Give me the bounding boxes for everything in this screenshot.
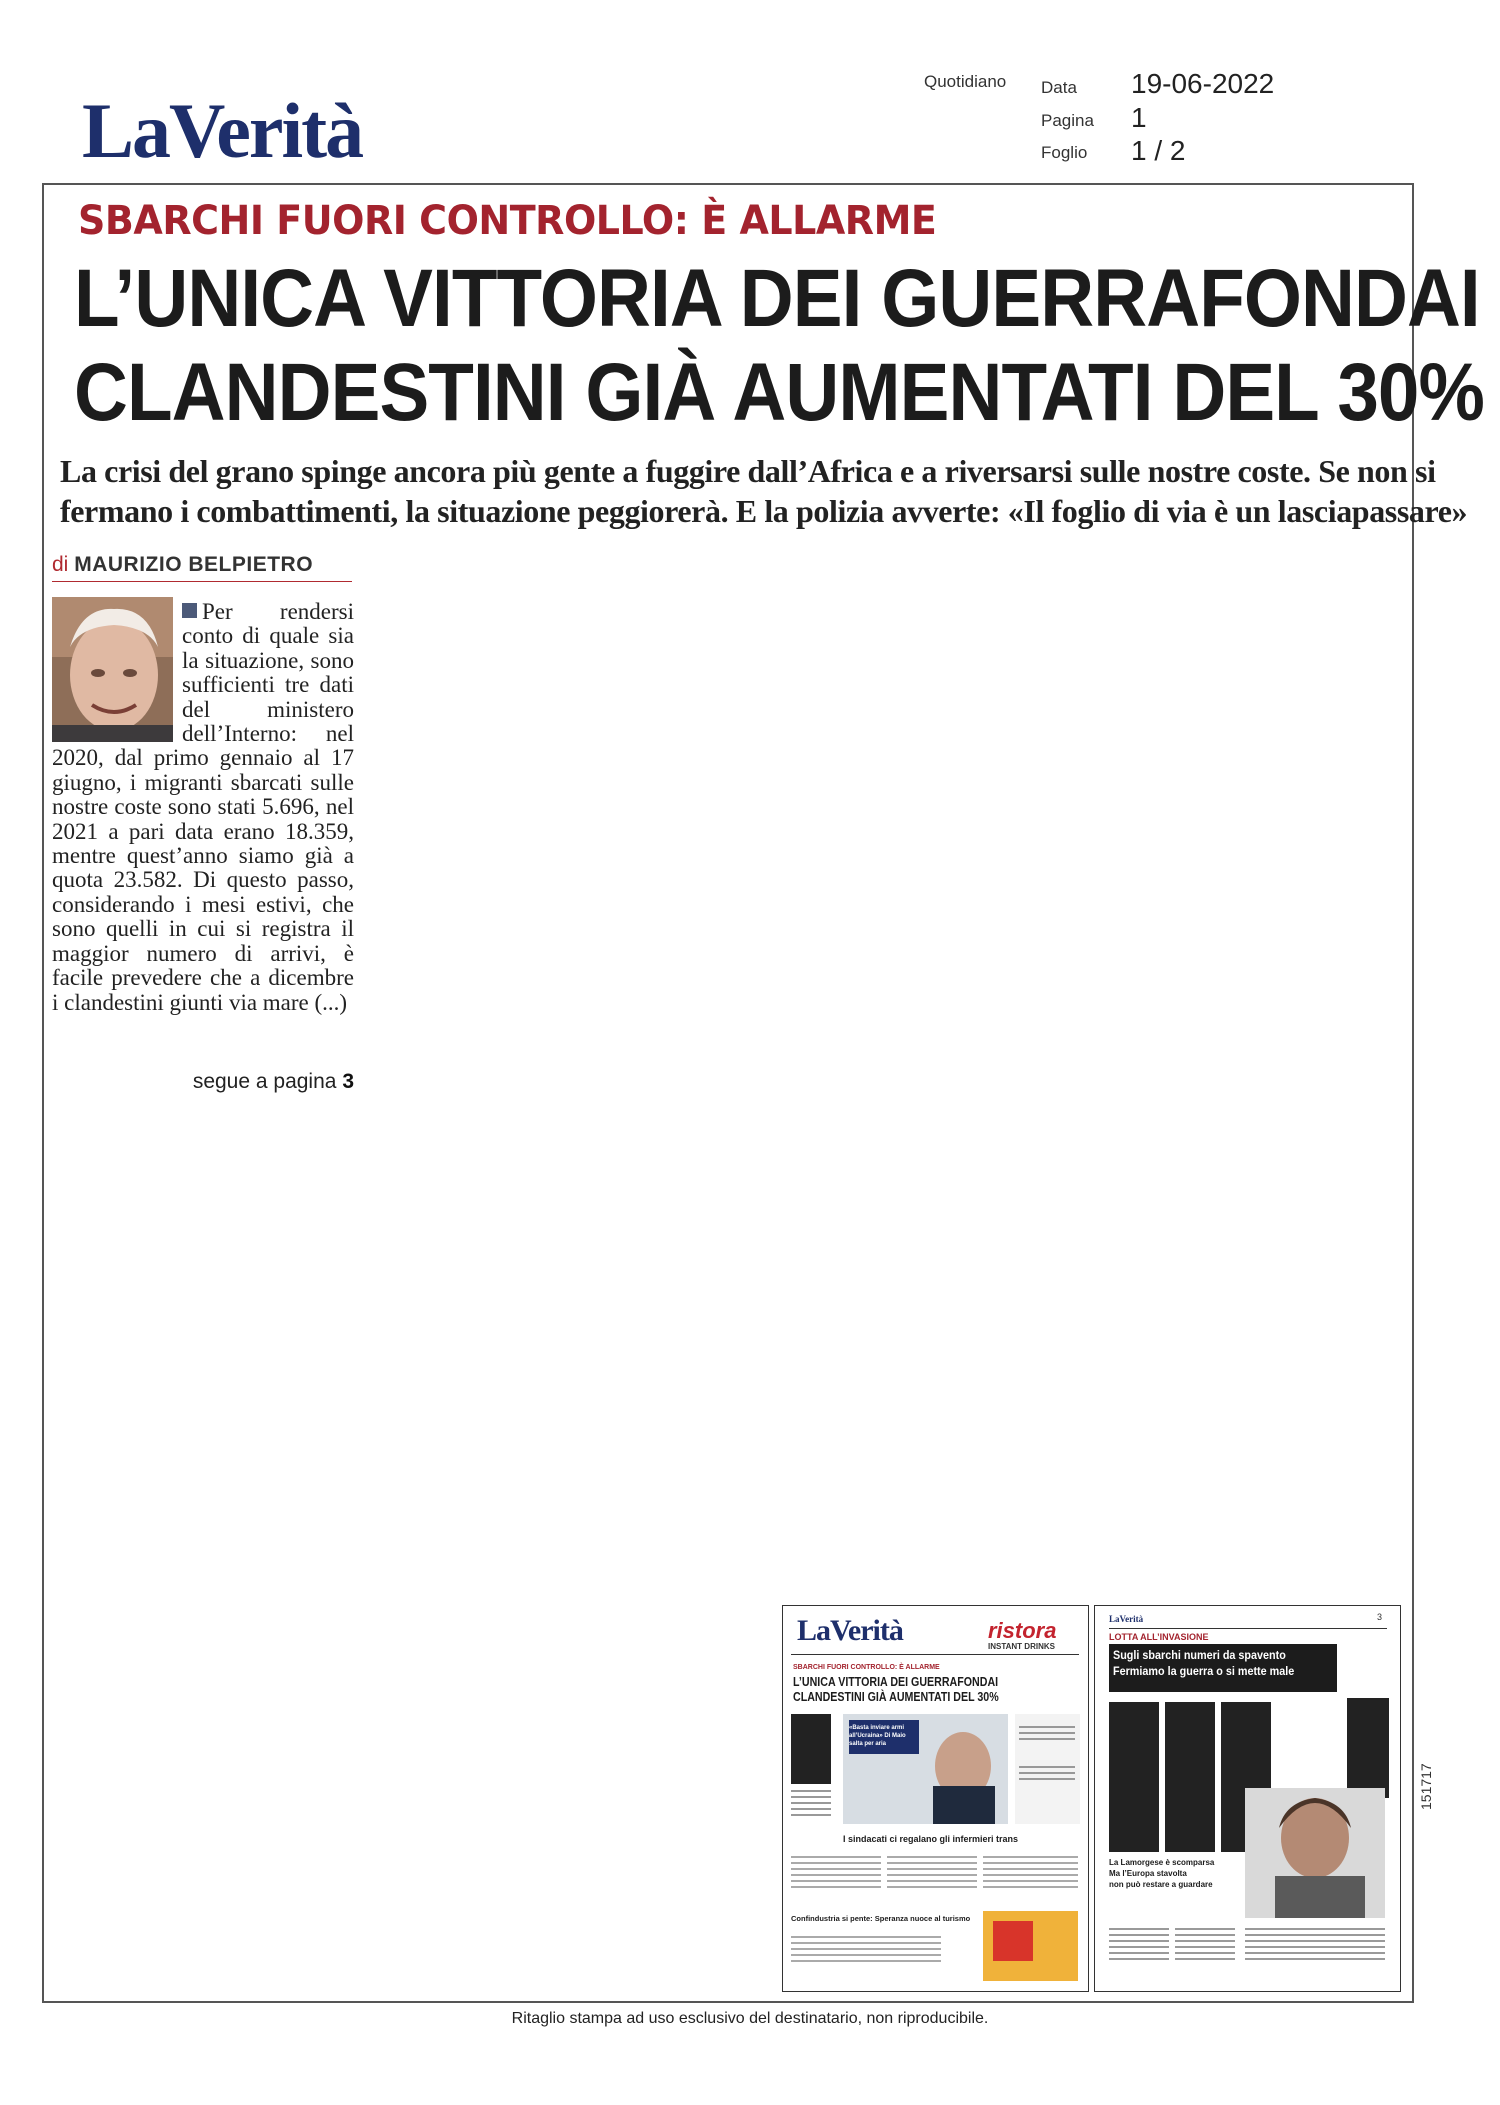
continued-on-page[interactable]	[52, 1070, 354, 1094]
thumb-p3-masthead: LaVerità	[1109, 1614, 1144, 1624]
thumb-p3-photo-headline-1: La Lamorgese è scomparsa	[1109, 1858, 1215, 1867]
thumb-p3-headline-2: Fermiamo la guerra o si mette male	[1113, 1664, 1295, 1678]
thumb-p3-headline-1: Sugli sbarchi numeri da spavento	[1113, 1648, 1286, 1662]
photo-spacer	[52, 600, 182, 744]
continued-prefix: segue a pagina	[192, 1070, 337, 1093]
footer-note: Ritaglio stampa ad uso esclusivo del destinatario, non riproducibile.	[511, 2010, 989, 2027]
sheet-label: Foglio	[1041, 143, 1088, 162]
byline-author: MAURIZIO BELPIETRO	[74, 553, 314, 576]
headline-line-2: CLANDESTINI GIÀ AUMENTATI DEL 30%	[74, 347, 1484, 438]
thumb-p3-page-number: 3	[1377, 1612, 1383, 1622]
subhead-line-1: La crisi del grano spinge ancora più gente a fuggire dall’Africa e a riversarsi sulle nostre coste. Se non si	[60, 453, 1436, 489]
thumb-front-photo-caption: «Basta inviare armi all’Ucraina» Di Maio salta per aria	[849, 1725, 906, 1747]
byline	[52, 553, 352, 582]
thumb-front-kicker: SBARCHI FUORI CONTROLLO: È ALLARME	[793, 1664, 940, 1671]
subhead-line-2: fermano i combattimenti, la situazione peggiorerà. E la polizia avverte: «Il foglio di via è un lasciapassare»	[60, 493, 1468, 529]
thumb-front-headline-1: L’UNICA VITTORIA DEI GUERRAFONDAI	[793, 1674, 999, 1689]
thumb-front-promo-sub: INSTANT DRINKS	[988, 1642, 1055, 1651]
thumb-p3-photo-headline-3: non può restare a guardare	[1109, 1880, 1213, 1889]
thumb-p3-rule	[1109, 1628, 1387, 1629]
paragraph-marker-icon	[182, 603, 197, 618]
article-kicker: SBARCHI FUORI CONTROLLO: È ALLARME	[78, 198, 937, 244]
thumb-front-promo-brand: ristora	[988, 1618, 1057, 1643]
publication-type: Quotidiano	[924, 72, 1007, 91]
byline-prefix: di	[52, 553, 69, 576]
thumb-front-layout-graphic	[783, 1706, 1088, 1991]
thumb-p3-layout-graphic	[1095, 1698, 1400, 1991]
date-label: Data	[1041, 78, 1077, 97]
sheet-value: 1 / 2	[1131, 135, 1186, 166]
masthead-la: La	[82, 87, 170, 174]
date-value: 19-06-2022	[1131, 68, 1275, 99]
headline-line-1: L’UNICA VITTORIA DEI GUERRAFONDAI	[74, 253, 1480, 344]
thumb-front-headline-2: CLANDESTINI GIÀ AUMENTATI DEL 30%	[793, 1689, 999, 1704]
masthead-verita: Verità	[169, 87, 363, 174]
page-label: Pagina	[1041, 111, 1094, 130]
thumb-front-third-headline: Confindustria si pente: Speranza nuoce al turismo	[791, 1914, 971, 1923]
masthead-logo	[82, 86, 362, 176]
thumb-p3-photo-headline-2: Ma l’Europa stavolta	[1109, 1869, 1187, 1878]
thumbnail-page-3[interactable]	[1094, 1605, 1401, 1992]
continued-page-number: 3	[342, 1070, 354, 1093]
thumbnail-front-page[interactable]	[782, 1605, 1089, 1992]
article-body-text: Per rendersi conto di quale sia la situazione, sono sufficienti tre dati del ministero dell’Interno: nel 2020, dal primo gennaio al 17 giugno, i migranti sbarcati sulle nostre coste sono stati 5.696, nel 2021 a pari data erano 18.359, mentre quest’anno siamo già a quota 23.582. Di questo passo, considerando i mesi estivi, che sono quelli in cui si registra il maggior numero di arrivi, è facile prevedere che a dicembre i clandestini giunti via mare (...)	[52, 599, 354, 1015]
thumb-front-masthead: LaVerità	[797, 1614, 903, 1647]
thumb-p3-section: LOTTA ALL’INVASIONE	[1109, 1632, 1209, 1642]
page-value: 1	[1131, 102, 1147, 133]
article-body	[52, 600, 354, 1015]
thumb-front-rule	[791, 1654, 1079, 1655]
thumb-front-second-headline: I sindacati ci regalano gli infermieri trans	[843, 1834, 1019, 1844]
document-id: 151717	[1418, 1763, 1434, 1810]
